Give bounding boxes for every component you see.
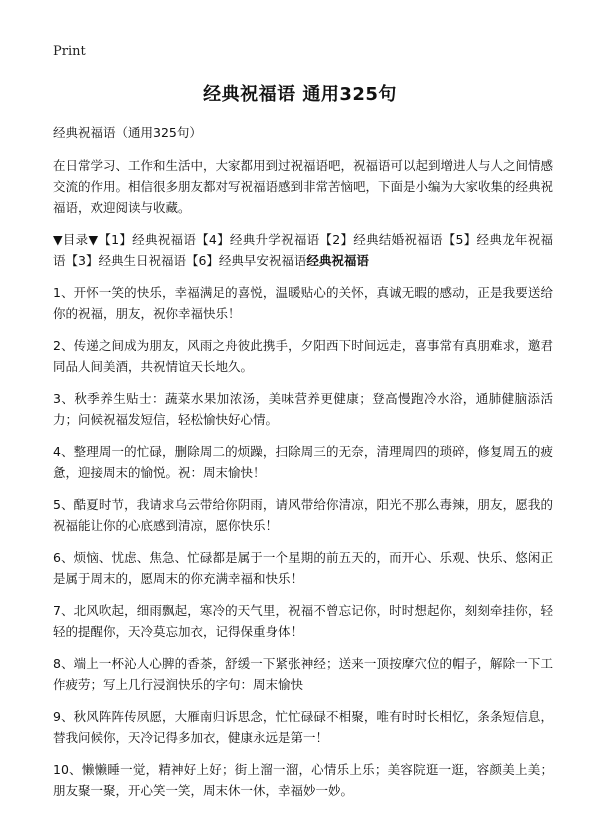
print-link[interactable]: Print — [53, 44, 86, 59]
list-item: 7、北风吹起，细雨飘起，寒冷的天气里，祝福不曾忘记你，时时想起你，刻刻牵挂你，轻轻的提醒你，天冷莫忘加衣，记得保重身体！ — [53, 603, 553, 639]
list-item: 8、端上一杯沁人心脾的香茶，舒缓一下紧张神经；送来一顶按摩穴位的帽子，解除一下工作疲劳；写上几行浸润快乐的字句：周末愉快 — [53, 656, 553, 692]
list-item: 9、秋风阵阵传夙愿，大雁南归诉思念，忙忙碌碌不相聚，唯有时时长相忆，条条短信息，替我问候你，天冷记得多加衣，健康永远是第一！ — [53, 709, 553, 745]
article-body — [53, 122, 553, 812]
list-item: 1、开怀一笑的快乐，幸福满足的喜悦，温暖贴心的关怀，真诚无暇的感动，正是我要送给你的祝福，朋友，祝你幸福快乐！ — [53, 285, 553, 321]
list-item: 4、整理周一的忙碌，删除周二的烦躁，扫除周三的无奈，清理周四的琐碎，修复周五的疲惫，迎接周末的愉悦。祝：周末愉快！ — [53, 444, 553, 480]
document-title: 经典祝福语 通用325句 — [203, 84, 397, 105]
table-of-contents — [53, 229, 553, 271]
list-item: 10、懒懒睡一觉，精神好上好；街上溜一溜，心情乐上乐；美容院逛一逛，容颜美上美；朋友聚一聚，开心笑一笑，周末休一休，幸福妙一妙。 — [53, 762, 553, 798]
toc-current: 经典祝福语 — [306, 253, 369, 268]
list-item: 3、秋季养生贴士：蔬菜水果加浓汤，美味营养更健康；登高慢跑冷水浴，通肺健脑添活力；问候祝福发短信，轻松愉快好心情。 — [53, 391, 553, 427]
toc-links[interactable]: ▼目录▼【1】经典祝福语【4】经典升学祝福语【2】经典结婚祝福语【5】经典龙年祝福语【3】经典生日祝福语【6】经典早安祝福语 — [53, 232, 553, 268]
list-item: 6、烦恼、忧虑、焦急、忙碌都是属于一个星期的前五天的，而开心、乐观、快乐、悠闲正是属于周末的，愿周末的你充满幸福和快乐！ — [53, 550, 553, 586]
intro-paragraph: 在日常学习、工作和生活中，大家都用到过祝福语吧，祝福语可以起到增进人与人之间情感交流的作用。相信很多朋友都对写祝福语感到非常苦恼吧，下面是小编为大家收集的经典祝福语，欢迎阅读与收藏。 — [53, 158, 554, 215]
list-item: 5、酷夏时节，我请求乌云带给你阴雨，请风带给你清凉，阳光不那么毒辣，朋友，愿我的祝福能让你的心底感到清凉，愿你快乐！ — [53, 497, 553, 533]
article-subtitle: 经典祝福语（通用325句） — [53, 125, 202, 140]
list-item: 2、传递之间成为朋友，风雨之舟彼此携手，夕阳西下时间远走，喜事常有真朋难求，邀君同品人间美酒，共祝情谊天长地久。 — [53, 338, 553, 374]
